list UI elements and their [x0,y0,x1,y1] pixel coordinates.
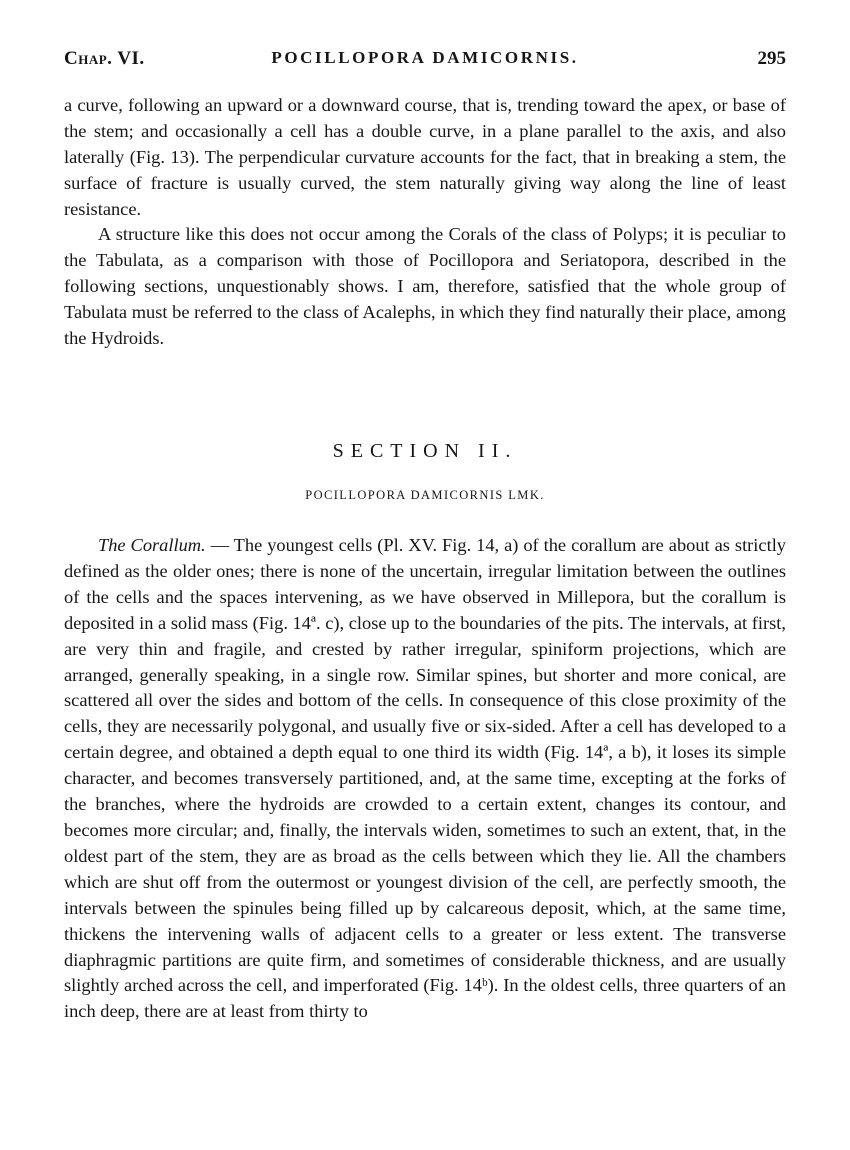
paragraph-tabulata: A structure like this does not occur among the Corals of the class of Polyps; it is peculiar to the Tabulata, as a comparison with those of Pocillopora and Seriatopora, described in the following sections, unquestionably shows. I am, therefore, satisfied that the whole group of Tabulata must be referred to the class of Acalephs, in which they find naturally their place, among the Hydroids. [64,224,786,348]
paragraph-lead: The Corallum. [98,535,206,555]
paragraph-corallum [64,533,786,1025]
running-title: POCILLOPORA DAMICORNIS. [271,48,579,67]
chapter-label: Chap. VI. [64,48,145,69]
paragraph-curve: a curve, following an upward or a downward course, that is, trending toward the apex, or base of the stem; and occasionally a cell has a double curve, in a plane parallel to the axis, and also laterally (Fig. 13). The perpendicular curvature accounts for the fact, that in breaking a stem, the surface of fracture is usually curved, the stem naturally giving way along the line of least resistance. [64,95,786,219]
running-header [64,44,786,74]
section-subheading: POCILLOPORA DAMICORNIS LMK. [305,488,545,502]
paragraph-body: — The youngest cells (Pl. XV. Fig. 14, a) of the corallum are about as strictly defined as the older ones; there is none of the uncertain, irregular limitation between the outlines of the cells and the spaces intervening, as we have observed in Millepora, but the corallum is deposited in a solid mass (Fig. 14ª. c), close up to the boundaries of the pits. The intervals, at first, are very thin and fragile, and crested by rather irregular, spiniform projections, which are arranged, generally speaking, in a single row. Similar spines, but shorter and more conical, are scattered all over the sides and bottom of the cells. In consequence of this close proximity of the cells, they are necessarily polygonal, and usually five or six-sided. After a cell has developed to a certain degree, and obtained a depth equal to one third its width (Fig. 14ª, a b), it loses its simple character, and becomes transversely partitioned, and, at the same time, excepting at the forks of the branches, where the hydroids are crowded to a certain extent, changes its contour, and becomes more circular; and, finally, the intervals widen, sometimes to such an extent, that, in the oldest part of the stem, they are as broad as the cells between which they lie. All the chambers which are shut off from the outermost or youngest division of the cell, are perfectly smooth, the intervals between the spinules being filled up by calcareous deposit, which, at the same time, thickens the intervening walls of adjacent cells to a greater or less extent. The transverse diaphragmic partitions are quite firm, and sometimes of considerable thickness, and are usually slightly arched across the cell, and imperforated (Fig. 14ᵇ). In the oldest cells, three quarters of an inch deep, there are at least from thirty to [64,535,786,1022]
page-number: 295 [757,48,786,69]
section-heading: SECTION II. [332,440,518,462]
